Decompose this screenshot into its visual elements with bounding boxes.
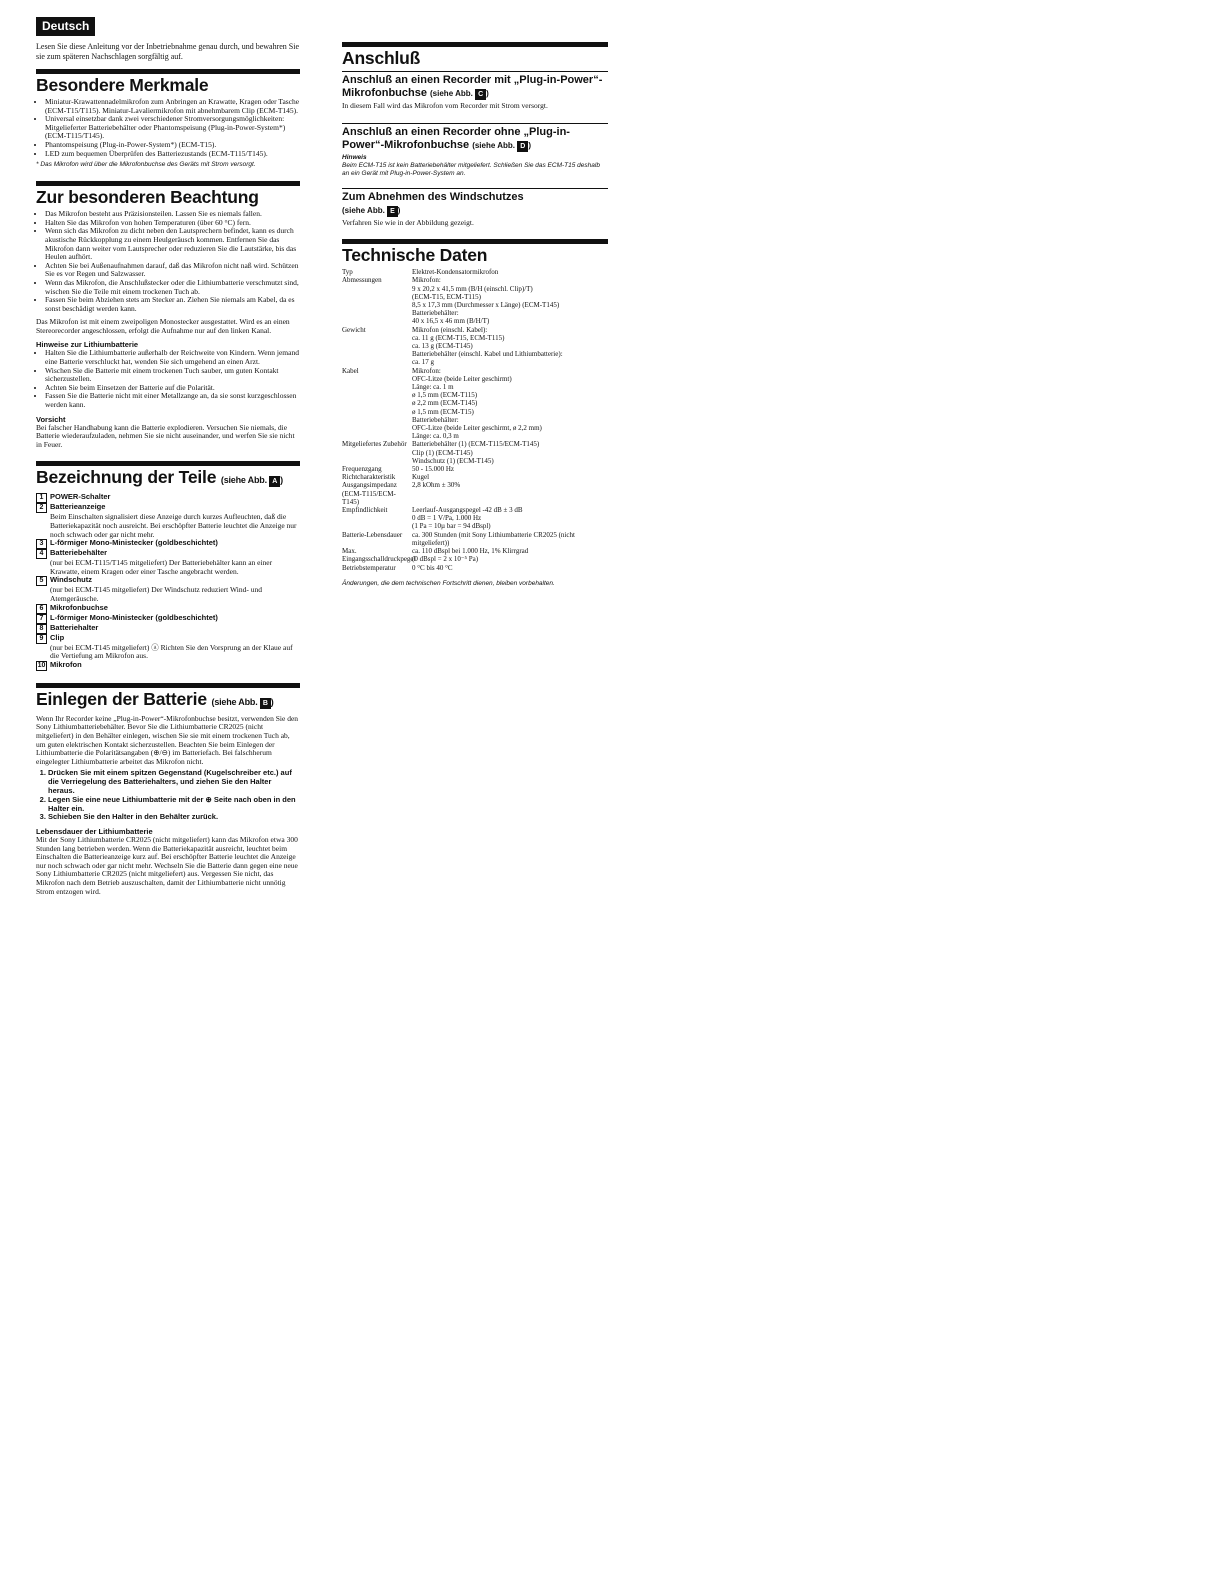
windscreen-text: Verfahren Sie wie in der Abbildung gezeigt. bbox=[342, 217, 474, 227]
battery-step: 3. Schieben Sie den Halter in den Behälter zurück. bbox=[48, 813, 300, 822]
caution-text: Bei falscher Handhabung kann die Batterie explodieren. Versuchen Sie niemals, die Batterie wiederaufzuladen, nehmen Sie sie nicht auseinander, und werfen Sie sie nicht in Feuer. bbox=[36, 422, 295, 449]
spec-row bbox=[342, 440, 608, 465]
battery-steps bbox=[36, 769, 300, 822]
features-list bbox=[36, 98, 300, 158]
part-number: 4 bbox=[36, 549, 47, 559]
spec-row bbox=[342, 547, 608, 563]
spec-key: Max. Eingangsschalldruckpegel bbox=[342, 547, 416, 564]
part-description: (nur bei ECM-T145 mitgeliefert) Der Windschutz reduziert Wind- und Atemgeräusche. bbox=[50, 585, 262, 603]
feature-item: • Miniatur-Krawattennadelmikrofon zum Anbringen an Krawatte, Kragen oder Tasche (ECM-T15/T115). Miniatur-Lavaliermikrofon mit abnehmbarem Clip (ECM-T145). bbox=[45, 98, 300, 115]
spec-value: Mikrofon: OFC-Litze (beide Leiter geschirmt) Länge: ca. 1 m ø 1,5 mm (ECM-T115) ø 2,2 mm (ECM-T145) ø 1,5 mm (ECM-T15) Batteriebehälter: OFC-Litze (beide Leiter geschirmt, ø 2,2 mm) Länge: ca. 0,3 m bbox=[412, 366, 542, 441]
battery-text: Wenn Ihr Recorder keine „Plug-in-Power“-Mikrofonbuchse besitzt, verwenden Sie den Sony Lithiumbatteriebehälter. Bevor Sie die Lithiumbatterie CR2025 (nicht mitgeliefert) in den Behälter einlegen, wischen Sie sie mit einem trockenen Tuch ab, um guten elektrischen Kontakt sicherzustellen. Beachten Sie beim Einlegen der Lithiumbatterie die Polaritätsangaben (⊕/⊖) im Batteriefach. Bei falschherum eingelegter Lithiumbatterie arbeitet das Mikrofon nicht. bbox=[36, 713, 299, 766]
precaution-item: • Wenn das Mikrofon, die Anschlußstecker oder die Lithiumbatterie verschmutzt sind, wischen Sie die Teile mit einem trockenen Tuch ab. bbox=[45, 279, 300, 296]
connection-title: Anschluß bbox=[342, 48, 421, 68]
section-rule bbox=[36, 683, 300, 688]
feature-item: • Universal einsetzbar dank zwei verschiedener Stromversorgungsmöglichkeiten: Mitgelieferter Batteriebehälter oder Phantomspeisung (Plug-in-Power-System*) (ECM-T115/T145). bbox=[45, 115, 300, 141]
section-rule bbox=[36, 181, 300, 186]
spec-key: Betriebstemperatur bbox=[342, 563, 396, 572]
hint-title: Hinweis bbox=[342, 153, 367, 161]
spec-row bbox=[342, 531, 608, 547]
precaution-item: • Wenn sich das Mikrofon zu dicht neben den Lautsprechern befindet, kann es durch akustische Rückkopplung zu einem Heulgeräusch kommen. Entfernen Sie das Mikrofon dann weiter vom Lautsprecher oder reduzieren Sie die Lautstärke, bis das Heulen aufhört. bbox=[45, 227, 300, 261]
part-number: 1 bbox=[36, 493, 47, 503]
caution-title: Vorsicht bbox=[36, 414, 66, 424]
part-item bbox=[36, 624, 300, 634]
spec-row bbox=[342, 564, 608, 572]
lithium-title: Hinweise zur Lithiumbatterie bbox=[36, 340, 139, 350]
spec-key: Richtcharakteristik bbox=[342, 473, 396, 482]
hint-text: Beim ECM-T15 ist kein Batteriebehälter mitgeliefert. Schließen Sie das ECM-T15 deshalb an ein Gerät mit Plug-in-Power-System an. bbox=[342, 161, 600, 177]
spec-value: Mikrofon: 9 x 20,2 x 41,5 mm (B/H (einschl. Clip)/T) (ECM-T15, ECM-T115) 8,5 x 17,3 mm (Durchmesser x Länge) (ECM-T145) Batteriebehälter: 40 x 16,5 x 46 mm (B/H/T) bbox=[412, 276, 560, 326]
spec-row bbox=[342, 367, 608, 441]
section-rule bbox=[36, 69, 300, 74]
spec-key: Gewicht bbox=[342, 325, 366, 334]
language-badge: Deutsch bbox=[36, 17, 95, 36]
lithium-item: • Halten Sie die Lithiumbatterie außerhalb der Reichweite von Kindern. Wenn jemand eine Batterie verschluckt hat, wenden Sie sich umgehend an einen Arzt. bbox=[45, 349, 300, 366]
battery-life-title: Lebensdauer der Lithiumbatterie bbox=[36, 827, 153, 837]
spec-key: Mitgeliefertes Zubehör bbox=[342, 440, 407, 449]
part-item bbox=[36, 503, 300, 539]
part-label: L-förmiger Mono-Ministecker (goldbeschichtet) bbox=[50, 538, 218, 548]
part-label: POWER-Schalter bbox=[50, 492, 111, 502]
part-number: 6 bbox=[36, 604, 47, 614]
spec-key: Typ bbox=[342, 268, 353, 277]
sub-rule bbox=[342, 71, 608, 72]
part-description: Beim Einschalten signalisiert diese Anzeige durch kurzes Aufleuchten, daß die Batteriekapazität noch ausreicht. Bei erschöpfter Batterie leuchtet die Anzeige nur noch schwach oder gar nicht mehr. bbox=[50, 512, 297, 539]
part-item bbox=[36, 576, 300, 603]
spec-value: Kugel bbox=[412, 473, 430, 482]
specs-footer: Änderungen, die dem technischen Fortschritt dienen, bleiben vorbehalten. bbox=[342, 579, 555, 587]
windscreen-title: Zum Abnehmen des Windschutzes (siehe Abb. E ) bbox=[342, 190, 524, 215]
spec-value: ca. 300 Stunden (mit Sony Lithiumbatterie CR2025 (nicht mitgeliefert)) bbox=[412, 530, 575, 547]
lithium-item: • Fassen Sie die Batterie nicht mit einer Metallzange an, da sie sonst kurzgeschlossen werden kann. bbox=[45, 392, 300, 409]
part-number: 9 bbox=[36, 634, 47, 644]
spec-value: 0 °C bis 40 °C bbox=[412, 563, 453, 572]
lithium-item: • Achten Sie beim Einsetzen der Batterie auf die Polarität. bbox=[45, 384, 300, 393]
battery-life-text: Mit der Sony Lithiumbatterie CR2025 (nicht mitgeliefert) kann das Mikrofon etwa 300 Stunden lang betrieben werden. Wenn die Batteriekapazität ausreicht, leuchtet beim Einschalten die Batterieanzeige kurz auf. Bei erschöpfter Batterie leuchtet die Anzeige nur noch schwach oder gar nicht mehr. Wechseln Sie die Batterie dann gegen eine neue Sony Lithiumbatterie CR2025 (nicht mitgeliefert) aus. Vergessen Sie nicht, das Mikrofon nach dem Betrieb auszuschalten, damit der Lithiumbatterie nicht unnötig Strom entzogen wird. bbox=[36, 835, 298, 896]
part-label: Clip bbox=[50, 632, 65, 642]
part-number: 7 bbox=[36, 614, 47, 624]
spec-key: Kabel bbox=[342, 366, 359, 375]
part-item bbox=[36, 661, 300, 671]
plugin-text: In diesem Fall wird das Mikrofon vom Recorder mit Strom versorgt. bbox=[342, 101, 548, 110]
parts-list bbox=[36, 493, 300, 670]
lithium-item: • Wischen Sie die Batterie mit einem trockenen Tuch sauber, um guten Kontakt sicherzustellen. bbox=[45, 367, 300, 384]
part-label: Batteriehalter bbox=[50, 622, 99, 632]
left-column bbox=[36, 17, 300, 898]
spec-key: Batterie-Lebensdauer bbox=[342, 530, 403, 539]
part-number: 2 bbox=[36, 503, 47, 513]
precautions-title: Zur besonderen Beachtung bbox=[36, 187, 259, 208]
part-number: 8 bbox=[36, 624, 47, 634]
part-description: (nur bei ECM-T145 mitgeliefert) ⓐ Richten Sie den Vorsprung an der Klaue auf die Vertiefung am Mikrofon aus. bbox=[50, 642, 293, 661]
features-title: Besondere Merkmale bbox=[36, 75, 209, 95]
sub-rule bbox=[342, 188, 608, 189]
precaution-item: • Fassen Sie beim Abziehen stets am Stecker an. Ziehen Sie niemals am Kabel, da es sonst beschädigt werden kann. bbox=[45, 296, 300, 313]
part-label: L-förmiger Mono-Ministecker (goldbeschichtet) bbox=[50, 612, 218, 622]
spec-value: Elektret-Kondensatormikrofon bbox=[412, 268, 499, 277]
part-item bbox=[36, 549, 300, 576]
feature-item: • LED zum bequemen Überprüfen des Batteriezustands (ECM-T115/T145). bbox=[45, 150, 300, 159]
spec-table bbox=[342, 268, 608, 572]
part-label: Batterieanzeige bbox=[50, 502, 106, 512]
parts-title: Bezeichnung der Teile (siehe Abb. A ) bbox=[36, 467, 283, 488]
precautions-list bbox=[36, 210, 300, 313]
part-label: Windschutz bbox=[50, 575, 93, 585]
plugin-title: Anschluß an einen Recorder mit „Plug-in-Power“-Mikrofonbuchse (siehe Abb. C ) bbox=[342, 74, 603, 99]
battery-step: 2. Legen Sie eine neue Lithiumbatterie mit der ⊕ Seite nach oben in den Halter ein. bbox=[48, 796, 300, 814]
spec-value: Mikrofon (einschl. Kabel): ca. 11 g (ECM-T15, ECM-T115) ca. 13 g (ECM-T145) Batteriebehälter (einschl. Kabel und Lithiumbatterie): ca. 17 g bbox=[412, 325, 563, 367]
part-label: Mikrofon bbox=[50, 659, 82, 669]
spec-key: Abmessungen bbox=[342, 276, 382, 285]
battery-step: 1. Drücken Sie mit einem spitzen Gegenstand (Kugelschreiber etc.) auf die Verriegelung des Batteriehalters, und ziehen Sie den Halter heraus. bbox=[48, 769, 300, 795]
precaution-item: • Das Mikrofon besteht aus Präzisionsteilen. Lassen Sie es niemals fallen. bbox=[45, 210, 300, 219]
spec-value: Batteriebehälter (1) (ECM-T115/ECM-T145) Clip (1) (ECM-T145) Windschutz (1) (ECM-T145) bbox=[412, 440, 540, 465]
spec-row bbox=[342, 465, 608, 473]
spec-value: 2,8 kOhm ± 30% bbox=[412, 481, 461, 490]
part-label: Batteriebehälter bbox=[50, 548, 108, 558]
precaution-item: • Halten Sie das Mikrofon von hohen Temperaturen (über 60 °C) fern. bbox=[45, 219, 300, 228]
spec-value: ca. 110 dBspl bei 1.000 Hz, 1% Klirrgrad (0 dBspl = 2 x 10⁻⁵ Pa) bbox=[412, 547, 529, 564]
battery-title: Einlegen der Batterie (siehe Abb. B ) bbox=[36, 688, 274, 709]
section-rule bbox=[342, 239, 608, 244]
spec-key: Ausgangsimpedanz (ECM-T115/ECM-T145) bbox=[342, 481, 397, 506]
part-number: 5 bbox=[36, 576, 47, 586]
spec-row bbox=[342, 473, 608, 481]
part-description: (nur bei ECM-T115/T145 mitgeliefert) Der Batteriebehälter kann an einer Krawatte, einem Kragen oder einer Tasche angebracht werden. bbox=[50, 558, 273, 576]
mono-text: Das Mikrofon ist mit einem zweipoligen Monostecker ausgestattet. Wird es an einen Stereorecorder angeschlossen, erfolgt die Aufnahme nur auf den linken Kanal. bbox=[36, 317, 290, 335]
sub-rule bbox=[342, 123, 608, 124]
section-rule bbox=[342, 42, 608, 47]
spec-row bbox=[342, 326, 608, 367]
part-number: 10 bbox=[37, 661, 46, 669]
specs-title: Technische Daten bbox=[342, 245, 488, 266]
features-footnote: * Das Mikrofon wird über die Mikrofonbuchse des Geräts mit Strom versorgt. bbox=[36, 161, 256, 169]
spec-value: 50 - 15.000 Hz bbox=[412, 465, 454, 474]
part-item bbox=[36, 634, 300, 661]
spec-row bbox=[342, 481, 608, 506]
precaution-item: • Achten Sie bei Außenaufnahmen darauf, daß das Mikrofon nicht naß wird. Schützen Sie es vor Regen und Salzwasser. bbox=[45, 262, 300, 279]
intro-text: Lesen Sie diese Anleitung vor der Inbetriebnahme genau durch, und bewahren Sie sie zum späteren Nachschlagen sorgfältig auf. bbox=[36, 42, 300, 61]
part-number: 3 bbox=[36, 539, 47, 549]
spec-row bbox=[342, 506, 608, 531]
part-label: Mikrofonbuchse bbox=[50, 602, 108, 612]
right-column bbox=[342, 42, 608, 588]
spec-row bbox=[342, 268, 608, 276]
spec-row bbox=[342, 276, 608, 325]
spec-value: Leerlauf-Ausgangspegel -42 dB ± 3 dB 0 dB = 1 V/Pa, 1.000 Hz (1 Pa = 10µ bar = 94 dBspl) bbox=[412, 506, 523, 531]
lithium-list bbox=[36, 349, 300, 409]
section-rule bbox=[36, 461, 300, 466]
spec-key: Empfindlichkeit bbox=[342, 506, 388, 515]
feature-item: • Phantomspeisung (Plug-in-Power-System*) (ECM-T15). bbox=[45, 141, 300, 150]
spec-key: Frequenzgang bbox=[342, 465, 382, 474]
noplugin-title: Anschluß an einen Recorder ohne „Plug-in-Power“-Mikrofonbuchse (siehe Abb. D ) bbox=[342, 125, 570, 151]
